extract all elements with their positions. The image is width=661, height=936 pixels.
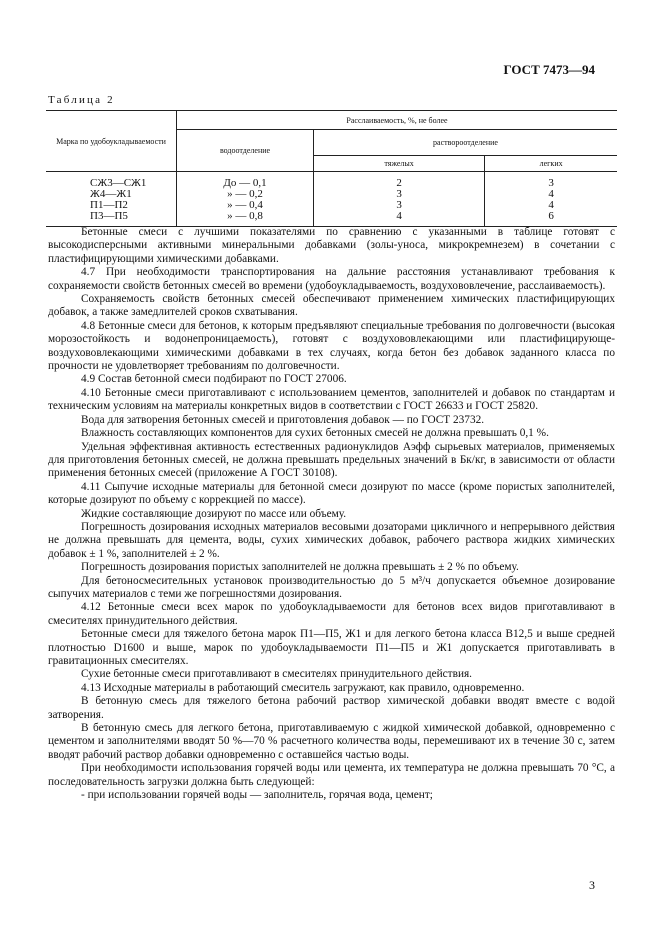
paragraph: Удельная эффективная активность естественных радионуклидов Аэфф сырьевых материалов, применяемых для приготовления бетонных смесей, не должна превышать предельных значений в Бк/кг, в зависимости от области применения бетонных смесей (приложение А ГОСТ 30108). [48, 440, 615, 480]
cell-light: 6 [485, 211, 617, 227]
paragraph: В бетонную смесь для легкого бетона, приготавливаемую с жидкой химической добавкой, одновременно с цементом и заполнителями вводят 50 %—70 % расчетного количества воды, перемешивают их в течение 30 с, затем вводят рабочий раствор добавки одновременно с оставшейся частью воды. [48, 722, 615, 761]
col-header-group: Расслаиваемость, %, не более [177, 111, 618, 130]
cell-heavy: 4 [314, 211, 485, 227]
cell-mark: П1—П2 [90, 199, 128, 211]
col-header-water: водоотделение [177, 130, 314, 172]
paragraph: Погрешность дозирования исходных материалов весовыми дозаторами цикличного и непрерывного действия не должна превышать для цемента, воды, сухих химических добавок, рабочего раствора жидких химических добавок ± 1 %, заполнителей ± 2 %. [48, 520, 615, 560]
cell-light: 4 [485, 189, 617, 200]
cell-water: » — 0,2 [177, 189, 314, 200]
document-header: ГОСТ 7473—94 [503, 62, 595, 77]
paragraph: Сухие бетонные смеси приготавливают в смесителях принудительного действия. [81, 668, 473, 681]
paragraph: Влажность составляющих компонентов для сухих бетонных смесей не должна превышать 0,1 %. [81, 427, 549, 440]
paragraph: Вода для затворения бетонных смесей и приготовления добавок — по ГОСТ 23732. [81, 413, 485, 426]
paragraph: В бетонную смесь для тяжелого бетона рабочий раствор химической добавки вводят вместе с водой затворения. [48, 695, 615, 721]
cell-heavy: 3 [314, 189, 485, 200]
paragraph: 4.9 Состав бетонной смеси подбирают по ГОСТ 27006. [81, 373, 347, 386]
paragraph: 4.11 Сыпучие исходные материалы для бетонной смеси дозируют по массе (кроме пористых заполнителей, которые дозируют по объему с коррекцией по массе). [48, 480, 615, 507]
cell-heavy: 3 [314, 200, 485, 211]
cell-water: » — 0,8 [177, 211, 314, 227]
cell-light: 3 [485, 172, 617, 190]
col-header-heavy: тяжелых [314, 156, 485, 172]
col-header-mortar: раствороотделение [314, 130, 618, 156]
cell-heavy: 2 [314, 172, 485, 190]
paragraph: При необходимости использования горячей воды или цемента, их температура не должна превышать 70 °С, а последовательность загрузки должна быть следующей: [48, 762, 615, 788]
cell-mark: П3—П5 [46, 211, 177, 227]
cell-mark: Ж4—Ж1 [90, 188, 132, 200]
paragraph: - при использовании горячей воды — заполнитель, горячая вода, цемент; [81, 789, 433, 802]
page-number: 3 [589, 878, 595, 892]
paragraph: Бетонные смеси с лучшими показателями по сравнению с указанными в таблице готовят с высокодисперсными активными минеральными добавками (золы-уноса, микрокремнезем) в сочетании с пластифицирующими химическими добавками. [48, 226, 615, 265]
paragraph: Для бетоносмесительных установок производительностью до 5 м³/ч допускается объемное дозирование сыпучих материалов с теми же погрешностями дозирования. [48, 574, 615, 600]
paragraph: 4.7 При необходимости транспортирования на дальние расстояния устанавливают требования к сохраняемости свойств бетонных смесей во времени (удобоукладываемость, воздухововлечение, расслаиваемость). [48, 266, 615, 292]
cell-light: 4 [485, 200, 617, 211]
paragraph: Жидкие составляющие дозируют по массе или объему. [81, 507, 347, 520]
col-header-light: легких [485, 156, 617, 172]
paragraph: 4.8 Бетонные смеси для бетонов, к которым предъявляют специальные требования по долговечности (высокая морозостойкость и водонепроницаемость), готовят с воздухововлекающими или пластифицирующе-воздухововлекающими химическими добавками в тех случаях, когда бетон без добавок заданного класса по прочности не удовлетворяет требованиям по долговечности. [48, 319, 615, 373]
paragraph: Погрешность дозирования пористых заполнителей не должна превышать ± 2 % по объему. [81, 561, 519, 574]
table-caption: Таблица 2 [48, 94, 115, 106]
body-text [48, 226, 615, 802]
paragraph: Бетонные смеси для тяжелого бетона марок П1—П5, Ж1 и для легкого бетона класса В12,5 и выше средней плотностью D1600 и выше, марок по удобоукладываемости П1—П5 и Ж1 допускается приготавливать в гравитационных смесителях. [48, 628, 615, 667]
paragraph: 4.12 Бетонные смеси всех марок по удобоукладываемости для бетонов всех видов приготавливают в смесителях принудительного действия. [48, 601, 615, 627]
segregation-table [46, 110, 617, 227]
paragraph: 4.10 Бетонные смеси приготавливают с использованием цементов, заполнителей и добавок по стандартам и техническим условиям на материалы конкретных видов в соответствии с ГОСТ 26633 и ГОСТ 25820. [48, 386, 615, 413]
cell-water: » — 0,4 [177, 200, 314, 211]
paragraph: 4.13 Исходные материалы в работающий смеситель загружают, как правило, одновременно. [81, 681, 525, 694]
col-header-mark: Марка по удобоукладываемости [46, 111, 177, 172]
cell-mark: СЖ3—СЖ1 [90, 177, 147, 189]
cell-water: До — 0,1 [177, 172, 314, 190]
paragraph: Сохраняемость свойств бетонных смесей обеспечивают применением химических пластифицирующих добавок, а также замедлителей сроков схватывания. [48, 293, 615, 319]
